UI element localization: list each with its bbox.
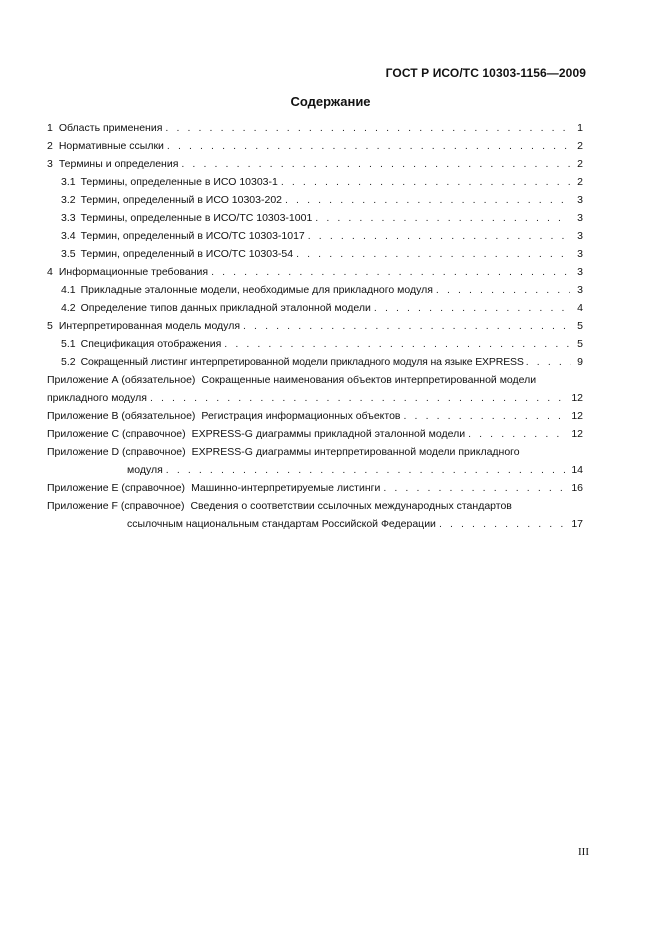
toc-text: Информационные требования xyxy=(58,266,209,278)
appendix-title-line2: прикладного модуля xyxy=(47,392,147,404)
appendix-title-line2: модуля xyxy=(127,464,163,476)
leader-dots xyxy=(383,479,568,497)
toc-page: 1 xyxy=(577,122,583,134)
toc-text: Определение типов данных прикладной эталонной модели xyxy=(80,302,371,314)
toc-page: 2 xyxy=(577,140,583,152)
page-title: Содержание xyxy=(290,94,371,109)
toc-text: Нормативные ссылки xyxy=(58,140,164,152)
appendix-label: Приложение D (справочное) xyxy=(47,446,186,458)
toc-text: Термин, определенный в ИСО 10303-202 xyxy=(80,194,283,206)
toc-entry-5-1[interactable] xyxy=(47,335,583,353)
appendix-label: Приложение С (справочное) xyxy=(47,428,186,440)
toc-page: 3 xyxy=(577,284,583,296)
leader-dots xyxy=(281,173,570,191)
toc-entry-4-1[interactable] xyxy=(47,281,583,299)
toc-page: 3 xyxy=(577,194,583,206)
toc-number: 3.1 xyxy=(61,176,76,188)
toc-page: 3 xyxy=(577,248,583,260)
toc-entry-2[interactable] xyxy=(47,137,583,155)
leader-dots xyxy=(315,209,570,227)
toc-page: 16 xyxy=(571,482,583,494)
toc-page: 5 xyxy=(577,320,583,332)
appendix-title-line1: Сведения о соответствии ссылочных международных стандартов xyxy=(190,500,512,512)
appendix-title: Регистрация информационных объектов xyxy=(201,410,401,422)
toc-number: 2 xyxy=(47,140,53,152)
toc-number: 1 xyxy=(47,122,53,134)
leader-dots xyxy=(167,137,570,155)
leader-dots xyxy=(308,227,570,245)
toc-appendix-d[interactable] xyxy=(47,443,583,479)
appendix-title-line1: EXPRESS-G диаграммы интерпретированной модели прикладного xyxy=(191,446,520,458)
toc-page: 2 xyxy=(577,158,583,170)
toc-page: 17 xyxy=(571,518,583,530)
toc-page: 3 xyxy=(577,230,583,242)
toc-appendix-a[interactable] xyxy=(47,371,583,407)
toc-page: 5 xyxy=(577,338,583,350)
toc-page: 2 xyxy=(577,176,583,188)
leader-dots xyxy=(243,317,570,335)
toc-appendix-e[interactable] xyxy=(47,479,583,497)
toc-text: Термин, определенный в ИСО/ТС 10303-1017 xyxy=(80,230,305,242)
toc-page: 9 xyxy=(577,356,583,368)
appendix-title-line2: ссылочным национальным стандартам Российской Федерации xyxy=(127,518,436,530)
toc-text: Спецификация отображения xyxy=(80,338,222,350)
toc-number: 4.1 xyxy=(61,284,76,296)
appendix-title-line1: Сокращенные наименования объектов интерпретированной модели xyxy=(201,374,537,386)
page-number-footer: III xyxy=(578,846,589,858)
toc-text: Термин, определенный в ИСО/ТС 10303-54 xyxy=(80,248,294,260)
toc-appendix-b[interactable] xyxy=(47,407,583,425)
appendix-title: EXPRESS-G диаграммы прикладной эталонной модели xyxy=(191,428,466,440)
toc-appendix-c[interactable] xyxy=(47,425,583,443)
toc-number: 3.4 xyxy=(61,230,76,242)
toc-text: Сокращенный листинг интерпретированной модели прикладного модуля на языке EXPRESS xyxy=(80,356,524,368)
toc-entry-5[interactable] xyxy=(47,317,583,335)
toc-number: 5.1 xyxy=(61,338,76,350)
toc-number: 3.5 xyxy=(61,248,76,260)
leader-dots xyxy=(165,119,570,137)
toc-number: 3.2 xyxy=(61,194,76,206)
toc-number: 5.2 xyxy=(61,356,76,368)
toc-number: 5 xyxy=(47,320,53,332)
leader-dots xyxy=(296,245,570,263)
leader-dots xyxy=(526,353,571,371)
appendix-title: Машинно-интерпретируемые листинги xyxy=(191,482,381,494)
toc-page: 12 xyxy=(571,410,583,422)
toc-number: 3.3 xyxy=(61,212,76,224)
toc-page: 3 xyxy=(577,212,583,224)
toc-number: 4 xyxy=(47,266,53,278)
appendix-label: Приложение Е (справочное) xyxy=(47,482,186,494)
toc-entry-3-2[interactable] xyxy=(47,191,583,209)
toc-number: 3 xyxy=(47,158,53,170)
appendix-label: Приложение F (справочное) xyxy=(47,500,185,512)
toc-appendix-f[interactable] xyxy=(47,497,583,533)
leader-dots xyxy=(181,155,570,173)
toc-text: Термины, определенные в ИСО/ТС 10303-1001 xyxy=(80,212,313,224)
toc-page: 4 xyxy=(577,302,583,314)
toc-text: Термины, определенные в ИСО 10303-1 xyxy=(80,176,278,188)
toc-entry-3-5[interactable] xyxy=(47,245,583,263)
leader-dots xyxy=(211,263,570,281)
toc-entry-3-3[interactable] xyxy=(47,209,583,227)
toc-text: Интерпретированная модель модуля xyxy=(58,320,241,332)
leader-dots xyxy=(285,191,570,209)
toc-entry-3-1[interactable] xyxy=(47,173,583,191)
toc-entry-4-2[interactable] xyxy=(47,299,583,317)
toc-entry-5-2[interactable] xyxy=(47,353,583,371)
toc-text: Область применения xyxy=(58,122,163,134)
appendix-label: Приложение А (обязательное) xyxy=(47,374,196,386)
toc-page: 12 xyxy=(571,392,583,404)
appendix-label: Приложение В (обязательное) xyxy=(47,410,196,422)
leader-dots xyxy=(224,335,570,353)
toc-number: 4.2 xyxy=(61,302,76,314)
leader-dots xyxy=(404,407,569,425)
leader-dots xyxy=(150,389,568,407)
leader-dots xyxy=(439,515,568,533)
table-of-contents xyxy=(47,119,583,533)
toc-text: Прикладные эталонные модели, необходимые для прикладного модуля xyxy=(80,284,433,296)
toc-entry-4[interactable] xyxy=(47,263,583,281)
toc-entry-3[interactable] xyxy=(47,155,583,173)
toc-page: 12 xyxy=(571,428,583,440)
document-code-header: ГОСТ Р ИСО/ТС 10303-1156—2009 xyxy=(385,66,586,80)
toc-entry-3-4[interactable] xyxy=(47,227,583,245)
leader-dots xyxy=(468,425,568,443)
toc-entry-1[interactable] xyxy=(47,119,583,137)
toc-page: 3 xyxy=(577,266,583,278)
leader-dots xyxy=(374,299,570,317)
leader-dots xyxy=(436,281,570,299)
toc-text: Термины и определения xyxy=(58,158,179,170)
toc-page: 14 xyxy=(571,464,583,476)
leader-dots xyxy=(166,461,569,479)
